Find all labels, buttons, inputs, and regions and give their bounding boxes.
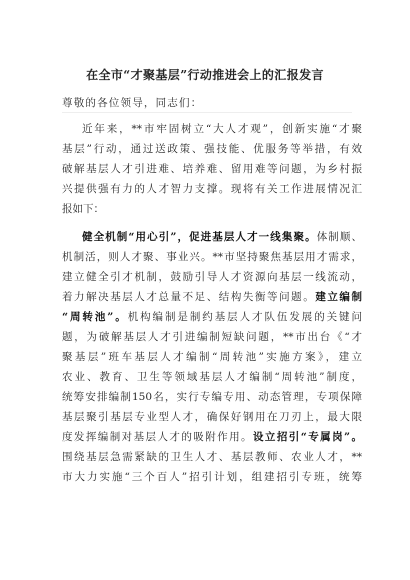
- text-line: 建立健全引才机制，鼓励引导人才资源向基层一线流动，: [62, 271, 362, 283]
- document-title: 在全市“才聚基层”行动推进会上的汇报发言: [86, 68, 324, 82]
- text-line: 基层”行动，通过送政策、强技能、优服务等举措，有效: [62, 143, 362, 155]
- divider: [62, 112, 352, 113]
- text-line: 农业、教育、卫生等领域基层人才编制“周转池”制度，: [62, 371, 362, 383]
- text-fragment: 机构编制是制约基层人才队伍发展的关键问: [127, 311, 362, 323]
- text-line: 近年来，**市牢固树立“大人才观”，创新实施“才聚: [82, 123, 362, 135]
- subsection-heading: 设立招引“专属岗”。: [252, 431, 362, 443]
- salutation: 尊敬的各位领导，同志们：: [62, 97, 203, 109]
- text-line: [82, 230, 362, 244]
- text-line: 统筹安排编制150名，实行专编专用、动态管理，专项保障: [62, 391, 362, 403]
- text-line: [62, 430, 362, 444]
- section-heading: 健全机制“用心引”，促进基层人才一线集聚。: [82, 231, 317, 243]
- text-line: 题，为破解基层人才引进编制短缺问题，**市出台《“才: [62, 331, 362, 343]
- subsection-heading: 建立编制: [315, 291, 362, 303]
- text-line: 破解基层人才引进难、培养难、留用难等问题，为乡村振: [62, 163, 362, 175]
- text-line: 机制活，则人才聚、事业兴。**市坚持聚焦基层用才需求，: [62, 251, 362, 263]
- text-line: 报如下：: [62, 203, 104, 215]
- text-fragment: 体制顺、: [316, 231, 362, 243]
- subsection-heading-cont: “周转池”。: [62, 311, 128, 323]
- text-line: 市大力实施“三个百人”招引计划，组建招引专班，统筹: [62, 471, 362, 483]
- text-line: 围绕基层急需紧缺的卫生人才、基层教师、农业人才，**: [62, 451, 362, 463]
- text-line: [62, 290, 362, 304]
- text-line: 基层聚引基层专业型人才，确保好钢用在刀刃上，最大限: [62, 411, 362, 423]
- text-fragment: 着力解决基层人才总量不足、结构失衡等问题。: [62, 291, 316, 303]
- text-fragment: 度发挥编制对基层人才的吸附作用。: [62, 431, 253, 443]
- text-line: 兴提供强有力的人才智力支撑。现将有关工作进展情况汇: [62, 183, 362, 195]
- text-line: [62, 310, 362, 324]
- text-line: 聚基层”班车基层人才编制“周转池”实施方案》，建立: [62, 351, 362, 363]
